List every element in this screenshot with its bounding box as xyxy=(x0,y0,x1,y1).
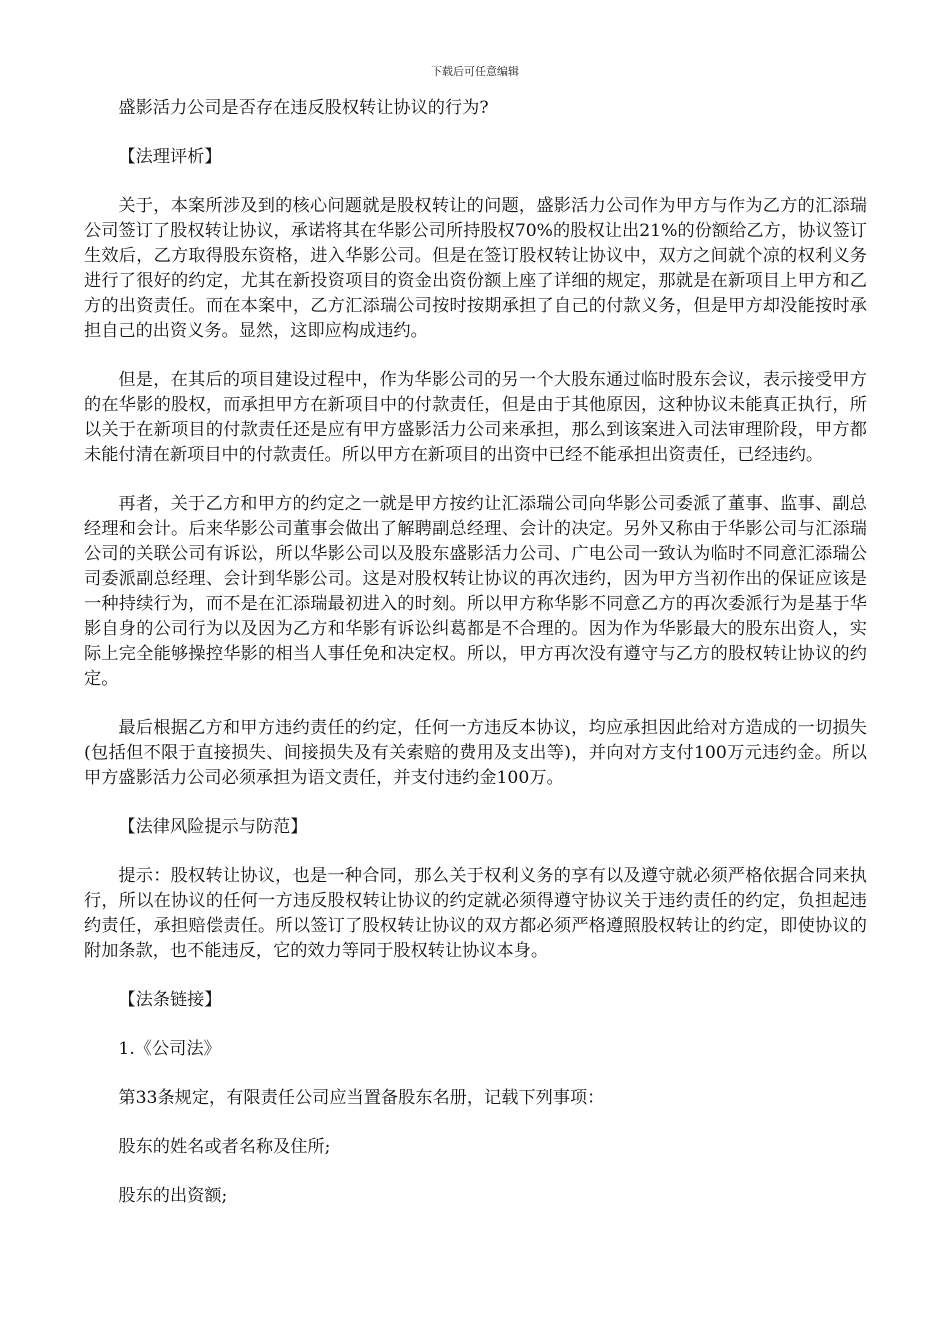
document-body xyxy=(84,96,867,1233)
page-header-note: 下载后可任意编辑 xyxy=(431,65,519,78)
question-paragraph: 盛影活力公司是否存在违反股权转让协议的行为? xyxy=(118,98,489,118)
heading-legal-risk: 【法律风险提示与防范】 xyxy=(118,817,308,837)
heading-law-links: 【法条链接】 xyxy=(118,990,222,1010)
analysis-paragraph-2: 但是，在其后的项目建设过程中，作为华影公司的另一个大股东通过临时股东会议，表示接受甲方的在华影的股权，而承担甲方在新项目中的付款责任，但是由于其他原因，这种协议未能真正执行，所以关于在新项目的付款责任还是应有甲方盛影活力公司来承担，那么到该案进入司法审理阶段，甲方都未能付清在新项目中的付款责任。所以甲方在新项目的出资中已经不能承担出资责任，已经违约。 xyxy=(84,370,867,465)
analysis-paragraph-3: 再者，关于乙方和甲方的约定之一就是甲方按约让汇添瑞公司向华影公司委派了董事、监事、副总经理和会计。后来华影公司董事会做出了解聘副总经理、会计的决定。另外又称由于华影公司与汇添瑞公司的关联公司有诉讼，所以华影公司以及股东盛影活力公司、广电公司一致认为临时不同意汇添瑞公司委派副总经理、会计到华影公司。这是对股权转让协议的再次违约，因为甲方当初作出的保证应该是一种持续行为，而不是在汇添瑞最初进入的时刻。所以甲方称华影不同意乙方的再次委派行为是基于华影自身的公司行为以及因为乙方和华影有诉讼纠葛都是不合理的。因为作为华影最大的股东出资人，实际上完全能够操控华影的相当人事任免和决定权。所以，甲方再次没有遵守与乙方的股权转让协议的约定。 xyxy=(84,494,867,689)
law-title: 1.《公司法》 xyxy=(118,1039,221,1059)
list-item: 股东的姓名或者名称及住所; xyxy=(118,1137,331,1157)
list-item: 股东的出资额; xyxy=(118,1186,228,1206)
analysis-paragraph-1: 关于，本案所涉及到的核心问题就是股权转让的问题，盛影活力公司作为甲方与作为乙方的汇添瑞公司签订了股权转让协议，承诺将其在华影公司所持股权70%的股权让出21%的份额给乙方，协议签订生效后，乙方取得股东资格，进入华影公司。但是在签订股权转让协议中，双方之间就个凉的权利义务进行了很好的约定，尤其在新投资项目的资金出资份额上座了详细的规定，那就是在新项目上甲方和乙方的出资责任。而在本案中，乙方汇添瑞公司按时按期承担了自己的付款义务，但是甲方却没能按时承担自己的出资义务。显然，这即应构成违约。 xyxy=(84,196,867,341)
article-33: 第33条规定，有限责任公司应当置备股东名册，记载下列事项： xyxy=(118,1088,605,1108)
analysis-paragraph-4: 最后根据乙方和甲方违约责任的约定，任何一方违反本协议，均应承担因此给对方造成的一切损失(包括但不限于直接损失、间接损失及有关索赔的费用及支出等)，并向对方支付100万元违约金。所以甲方盛影活力公司必须承担为语文责任，并支付违约金100万。 xyxy=(84,718,867,788)
heading-legal-analysis: 【法理评析】 xyxy=(118,147,222,167)
risk-paragraph: 提示：股权转让协议，也是一种合同，那么关于权利义务的享有以及遵守就必须严格依据合同来执行，所以在协议的任何一方违反股权转让协议的约定就必须得遵守协议关于违约责任的约定，负担起违约责任，承担赔偿责任。所以签订了股权转让协议的双方都必须严格遵照股权转让的约定，即使协议的附加条款，也不能违反，它的效力等同于股权转让协议本身。 xyxy=(84,866,867,961)
